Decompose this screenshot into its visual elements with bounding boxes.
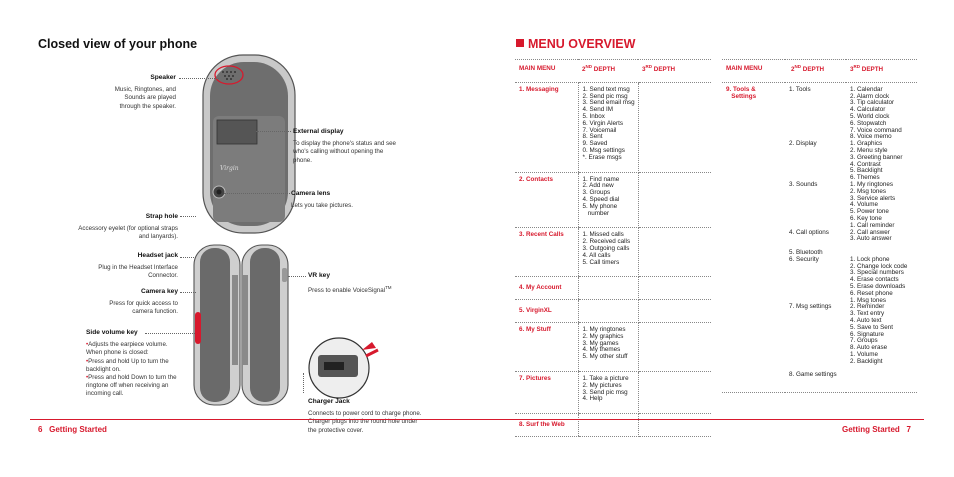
menu-item xyxy=(789,94,844,101)
menu-item: 1. Call reminder xyxy=(850,221,895,229)
phone-brand-logo: Virgin xyxy=(220,165,239,172)
second-depth-cell xyxy=(578,372,638,414)
menu-item: 1. Missed calls xyxy=(582,231,624,239)
menu-item xyxy=(789,121,844,128)
main-menu-cell: 9. Tools & Settings xyxy=(722,82,785,392)
menu-item: 7. Msg settings xyxy=(789,303,832,311)
menu-item: 8. Game settings xyxy=(789,371,837,379)
menu-overview-title-text: MENU OVERVIEW xyxy=(528,37,636,51)
menu-item xyxy=(789,345,844,352)
menu-item: 5. Bluetooth xyxy=(789,249,823,257)
headset-callout-line xyxy=(180,257,194,258)
menu-item: 6. Signature xyxy=(850,330,884,338)
menu-item: 2. Backlight xyxy=(850,357,883,365)
menu-item xyxy=(789,332,844,339)
charger-callout-line xyxy=(303,373,304,393)
menu-item xyxy=(789,189,844,196)
menu-item: 3. Groups xyxy=(582,189,611,197)
speaker-label: Speaker Music, Ringtones, and Sounds are played through the speaker. xyxy=(114,74,176,110)
main-menu-cell: 2. Contacts xyxy=(515,172,578,228)
menu-item: 5. Backlight xyxy=(850,167,883,175)
main-menu-cell: 7. Pictures xyxy=(515,372,578,414)
menu-item: number xyxy=(582,209,610,217)
closed-phone-image xyxy=(203,55,295,233)
menu-item xyxy=(789,168,844,175)
menu-item xyxy=(789,291,844,298)
col-2nd-depth: 2ND DEPTH xyxy=(785,60,846,83)
strap-callout-line xyxy=(180,216,196,217)
menu-item: 4. Speed dial xyxy=(582,196,620,204)
main-menu-cell: 5. VirginXL xyxy=(515,300,578,323)
table-row xyxy=(515,172,711,228)
table-row xyxy=(515,414,711,437)
table-row xyxy=(722,82,917,392)
table-row xyxy=(515,323,711,372)
menu-item xyxy=(789,209,844,216)
menu-item xyxy=(789,338,844,345)
menu-item: 6. Reset phone xyxy=(850,289,893,297)
third-depth-cell xyxy=(846,82,917,392)
main-menu-cell: 8. Surf the Web xyxy=(515,414,578,437)
menu-item: 4. Call options xyxy=(789,228,829,236)
menu-item xyxy=(789,359,844,366)
menu-item xyxy=(789,162,844,169)
menu-item: 6. Virgin Alerts xyxy=(582,119,623,127)
menu-item xyxy=(850,243,915,250)
menu-item: 5. Call timers xyxy=(582,258,620,266)
camera-key-callout-line xyxy=(180,292,196,293)
table-row xyxy=(515,228,711,277)
left-page-title: Closed view of your phone xyxy=(38,37,198,51)
menu-item: 4. Send IM xyxy=(582,106,613,114)
menu-item: 0. Msg settings xyxy=(582,147,625,155)
second-depth-cell xyxy=(578,300,638,323)
menu-item: 8. Voice memo xyxy=(850,133,892,141)
menu-item: 3. Auto answer xyxy=(850,235,892,243)
menu-item xyxy=(789,325,844,332)
menu-item: 2. Reminder xyxy=(850,303,885,311)
menu-item: 1. Volume xyxy=(850,350,879,358)
menu-item xyxy=(789,270,844,277)
menu-item: *. Erase msgs xyxy=(582,153,622,161)
menu-item xyxy=(789,100,844,107)
second-depth-cell xyxy=(578,277,638,300)
menu-item: 1. My ringtones xyxy=(850,181,894,189)
col-main-menu: MAIN MENU xyxy=(515,60,578,83)
menu-item xyxy=(789,155,844,162)
second-depth-cell xyxy=(785,82,846,392)
third-depth-cell xyxy=(638,323,711,372)
menu-table-1 xyxy=(515,59,711,437)
menu-item: 2. My pictures xyxy=(582,381,622,389)
menu-item: 9. Saved xyxy=(582,140,608,148)
menu-item: 3. Service alerts xyxy=(850,194,896,202)
menu-item: 5. Erase downloads xyxy=(850,283,906,290)
menu-item: 3. Sounds xyxy=(789,181,818,189)
menu-item: 2. Received calls xyxy=(582,238,631,246)
menu-item: 2. Change lock code xyxy=(850,262,908,270)
third-depth-cell xyxy=(638,172,711,228)
table-row xyxy=(515,277,711,300)
phone-side-view-left xyxy=(194,245,240,405)
menu-item: 6. Key tone xyxy=(850,215,882,223)
second-depth-cell xyxy=(578,228,638,277)
strap-hole-label: Strap hole Accessory eyelet (for optional straps and lanyards). xyxy=(78,213,178,241)
table-row xyxy=(515,82,711,172)
menu-item: 4. Help xyxy=(582,395,603,403)
side-volume-key-label: Side volume key • Adjusts the earpiece volume. When phone is closed: • Press and hold Up to turn the backlight on. • Press and hold Down to turn the ringtone off when receiving an incoming call. xyxy=(86,329,186,399)
vr-callout-line xyxy=(288,276,306,277)
charger-jack-label: Charger Jack Connects to power cord to charge phone. Charger plugs into the round hole under the protective cover. xyxy=(308,398,422,434)
menu-item: 3. Special numbers xyxy=(850,269,904,277)
camera-key-label: Camera key Press for quick access to camera function. xyxy=(109,288,178,316)
menu-item: 5. World clock xyxy=(850,113,890,121)
col-3rd-depth: 3RD DEPTH xyxy=(846,60,917,83)
menu-overview-title xyxy=(516,37,635,51)
menu-item: 6. Security xyxy=(789,255,819,263)
second-depth-cell xyxy=(578,172,638,228)
menu-item xyxy=(789,318,844,325)
third-depth-cell xyxy=(638,82,711,172)
menu-item: 2. My graphics xyxy=(582,332,624,340)
menu-item: 3. Text entry xyxy=(850,310,885,318)
menu-item: 2. Menu style xyxy=(850,147,888,155)
menu-item xyxy=(789,236,844,243)
menu-item: 2. Msg tones xyxy=(850,187,887,195)
second-depth-cell xyxy=(578,414,638,437)
menu-item: 5. My phone xyxy=(582,202,618,210)
menu-item xyxy=(789,216,844,223)
menu-item: 5. My other stuff xyxy=(582,353,628,361)
menu-item: 1. My ringtones xyxy=(582,326,626,334)
third-depth-cell xyxy=(638,228,711,277)
menu-item: 3. Send email msg xyxy=(582,99,635,107)
col-2nd-depth: 2ND DEPTH xyxy=(578,60,638,83)
menu-item: 4. My themes xyxy=(582,346,621,354)
menu-item: 4. Contrast xyxy=(850,160,881,168)
camera-lens-label: Camera lens Lets you take pictures. xyxy=(291,190,353,210)
menu-item: 7. Voicemail xyxy=(582,126,617,134)
menu-item xyxy=(789,114,844,121)
main-menu-cell: 4. My Account xyxy=(515,277,578,300)
menu-item: 2. Alarm clock xyxy=(850,92,890,100)
menu-item xyxy=(789,128,844,135)
col-3rd-depth: 3RD DEPTH xyxy=(638,60,711,83)
footer-rule xyxy=(30,419,924,420)
menu-item: 4. Volume xyxy=(850,201,879,209)
menu-item xyxy=(789,196,844,203)
menu-item xyxy=(789,352,844,359)
headset-jack-label: Headset jack Plug in the Headset Interface Connector. xyxy=(98,252,178,280)
menu-item: 1. Take a picture xyxy=(582,375,629,382)
menu-item: 4. Auto text xyxy=(850,316,882,324)
menu-item: 5. Save to Sent xyxy=(850,323,894,331)
menu-item: 2. Send pic msg xyxy=(582,92,628,100)
main-menu-cell: 6. My Stuff xyxy=(515,323,578,372)
menu-item xyxy=(789,202,844,209)
menu-item: 1. Find name xyxy=(582,175,620,183)
menu-item: 1. Lock phone xyxy=(850,255,890,263)
col-main-menu: MAIN MENU xyxy=(722,60,785,83)
third-depth-cell xyxy=(638,277,711,300)
third-depth-cell xyxy=(638,372,711,414)
menu-item: 2. Display xyxy=(789,140,817,148)
menu-item: 4. Erase contacts xyxy=(850,276,899,284)
menu-item: 7. Groups xyxy=(850,337,878,345)
footer-right: Getting Started 7 xyxy=(842,425,911,434)
main-menu-cell: 3. Recent Calls xyxy=(515,228,578,277)
menu-table-2 xyxy=(722,59,917,393)
lens-callout-line xyxy=(224,193,290,194)
menu-item: 3. Tip calculator xyxy=(850,99,895,107)
menu-item xyxy=(789,284,844,291)
display-callout-line xyxy=(256,131,291,132)
menu-item: 1. Calendar xyxy=(850,85,883,93)
menu-item xyxy=(789,264,844,271)
square-bullet-icon xyxy=(516,39,524,47)
second-depth-cell xyxy=(578,323,638,372)
menu-item xyxy=(789,277,844,284)
menu-item: 3. Greeting banner xyxy=(850,153,903,161)
menu-item: 2. Call answer xyxy=(850,228,890,236)
menu-item: 8. Auto erase xyxy=(850,344,888,352)
table-row xyxy=(515,372,711,414)
menu-item: 6. Themes xyxy=(850,174,880,182)
menu-item: 1. Graphics xyxy=(850,140,883,148)
phone-side-view-right xyxy=(242,245,288,405)
menu-item: 4. All calls xyxy=(582,251,611,259)
table-row xyxy=(515,300,711,323)
menu-item: 1. Send text msg xyxy=(582,85,630,93)
menu-item: 5. Inbox xyxy=(582,113,605,121)
second-depth-cell xyxy=(578,82,638,172)
main-menu-cell: 1. Messaging xyxy=(515,82,578,172)
menu-item: 1. Tools xyxy=(789,85,811,93)
menu-item xyxy=(789,311,844,318)
third-depth-cell xyxy=(638,414,711,437)
menu-item: 1. Msg tones xyxy=(850,296,887,304)
menu-item: 6. Stopwatch xyxy=(850,119,887,127)
menu-item: 8. Sent xyxy=(582,133,603,141)
menu-item: 7. Voice command xyxy=(850,126,902,134)
menu-item: 4. Calculator xyxy=(850,106,886,114)
menu-item xyxy=(789,379,844,386)
vr-key-label: VR key Press to enable VoiceSignal™ xyxy=(308,272,392,295)
charger-jack-zoom-image xyxy=(309,338,378,398)
speaker-callout-line xyxy=(179,78,219,79)
menu-item: 3. Send pic msg xyxy=(582,388,628,396)
menu-item xyxy=(789,107,844,114)
menu-item: 5. Power tone xyxy=(850,208,889,216)
menu-item: 3. My games xyxy=(582,339,619,347)
external-display-label: External display To display the phone's status and see who's calling without opening the phone. xyxy=(293,128,396,164)
footer-left: 6 Getting Started xyxy=(38,425,107,434)
menu-item: 2. Add new xyxy=(582,182,614,190)
phone-illustrations xyxy=(180,50,440,440)
third-depth-cell xyxy=(638,300,711,323)
menu-item: 3. Outgoing calls xyxy=(582,245,630,253)
menu-item xyxy=(789,148,844,155)
